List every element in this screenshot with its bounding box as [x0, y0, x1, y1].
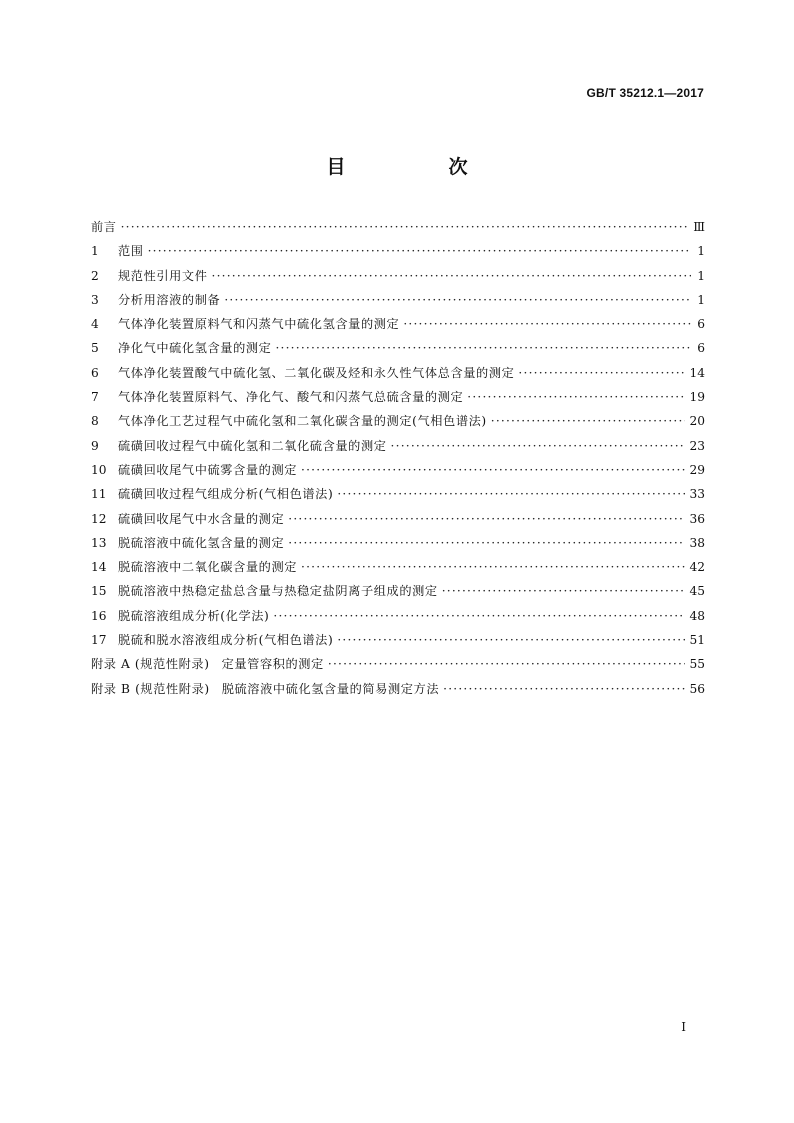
toc-entry-title: 气体净化装置酸气中硫化氢、二氧化碳及烃和永久性气体总含量的测定	[118, 365, 515, 380]
toc-entry-page: 23	[689, 438, 705, 453]
toc-leader-dots	[391, 434, 686, 458]
toc-entry-number: 15	[91, 584, 107, 599]
toc-entry[interactable]	[91, 604, 705, 628]
toc-entry-page: 42	[689, 560, 705, 575]
toc-entry-number: 16	[91, 608, 107, 623]
toc-entry-page: 1	[697, 292, 705, 307]
toc-entry[interactable]	[91, 579, 705, 603]
toc-leader-dots	[301, 555, 685, 579]
page-number: I	[681, 1020, 686, 1034]
toc-leader-dots	[275, 336, 691, 360]
toc-entry-title: 规范性引用文件	[118, 268, 208, 283]
toc-entry-title: 脱硫溶液中二氧化碳含量的测定	[118, 560, 298, 575]
toc-entry[interactable]	[91, 385, 705, 409]
toc-entry[interactable]	[91, 288, 705, 312]
toc-leader-dots	[442, 579, 686, 603]
toc-entry-number: 11	[91, 487, 107, 502]
toc-leader-dots	[273, 604, 685, 628]
toc-entry-page: 14	[689, 365, 705, 380]
toc-entry-title: 硫磺回收尾气中硫雾含量的测定	[118, 462, 298, 477]
toc-leader-dots	[288, 531, 685, 555]
toc-entry-page: 20	[689, 414, 705, 429]
standard-code: GB/T 35212.1—2017	[586, 86, 704, 100]
toc-entry[interactable]	[91, 264, 705, 288]
toc-entry[interactable]	[91, 507, 705, 531]
toc-entry-title: 脱硫溶液中硫化氢含量的测定	[118, 535, 285, 550]
toc-entry-page: 29	[689, 462, 705, 477]
toc-leader-dots	[121, 215, 690, 239]
toc-entry-number: 4	[91, 317, 99, 332]
toc-entry-title: 气体净化装置原料气、净化气、酸气和闪蒸气总硫含量的测定	[118, 390, 464, 405]
toc-entry[interactable]	[91, 215, 705, 239]
toc-entry-page: Ⅲ	[693, 220, 705, 234]
toc-entry-page: 48	[689, 608, 705, 623]
toc-entry-number: 10	[91, 462, 107, 477]
toc-entry-page: 6	[697, 317, 705, 332]
toc-leader-dots	[443, 677, 685, 701]
toc-entry-number: 9	[91, 438, 99, 453]
toc-entry-number: 14	[91, 560, 107, 575]
toc-entry-title: 分析用溶液的制备	[118, 292, 221, 307]
toc-appendix-label: 附录 A (规范性附录)	[91, 657, 210, 672]
toc-entry[interactable]	[91, 409, 705, 433]
toc-entry[interactable]	[91, 628, 705, 652]
toc-entry-title: 脱硫溶液中热稳定盐总含量与热稳定盐阴离子组成的测定	[118, 584, 438, 599]
toc-entry-page: 36	[689, 511, 705, 526]
toc-entry-title: 脱硫和脱水溶液组成分析(气相色谱法)	[118, 633, 334, 648]
toc-entry-title: 硫磺回收过程气组成分析(气相色谱法)	[118, 487, 334, 502]
toc-entry-title: 气体净化工艺过程气中硫化氢和二氧化碳含量的测定(气相色谱法)	[118, 414, 487, 429]
toc-entry[interactable]	[91, 434, 705, 458]
toc-entry-number: 17	[91, 633, 107, 648]
toc-entry-page: 38	[689, 535, 705, 550]
toc-entry-title: 净化气中硫化氢含量的测定	[118, 341, 272, 356]
toc-leader-dots	[467, 385, 685, 409]
toc-entry-title: 气体净化装置原料气和闪蒸气中硫化氢含量的测定	[118, 317, 400, 332]
toc-appendix-label: 附录 B (规范性附录)	[91, 681, 210, 696]
toc-entry-number: 13	[91, 535, 107, 550]
toc-entry[interactable]	[91, 336, 705, 360]
toc-leader-dots	[491, 409, 686, 433]
toc-entry-page: 1	[697, 268, 705, 283]
toc-entry-title: 硫磺回收尾气中水含量的测定	[118, 511, 285, 526]
toc-entry-number: 2	[91, 268, 99, 283]
toc-entry[interactable]	[91, 555, 705, 579]
toc-entry[interactable]	[91, 531, 705, 555]
toc-appendix-entry[interactable]	[91, 652, 705, 676]
toc-appendix-page: 55	[689, 657, 705, 672]
toc-leader-dots	[403, 312, 691, 336]
toc-leader-dots	[337, 628, 685, 652]
toc-appendix-page: 56	[689, 681, 705, 696]
toc-entry[interactable]	[91, 312, 705, 336]
toc-entry-page: 51	[689, 633, 705, 648]
toc-entry-page: 1	[697, 244, 705, 259]
toc-appendix-title: 脱硫溶液中硫化氢含量的简易测定方法	[221, 681, 440, 696]
toc-leader-dots	[301, 458, 685, 482]
toc-entry-title: 脱硫溶液组成分析(化学法)	[118, 608, 270, 623]
toc-appendix-title: 定量管容积的测定	[221, 657, 324, 672]
toc-entry[interactable]	[91, 458, 705, 482]
toc-entry-number: 3	[91, 292, 99, 307]
table-of-contents	[91, 215, 705, 701]
toc-entry-page: 45	[689, 584, 705, 599]
toc-title: 目 次	[326, 156, 510, 178]
toc-leader-dots	[337, 482, 685, 506]
toc-entry-number: 5	[91, 341, 99, 356]
toc-entry-title: 硫磺回收过程气中硫化氢和二氧化硫含量的测定	[118, 438, 387, 453]
toc-leader-dots	[518, 361, 685, 385]
toc-leader-dots	[212, 264, 691, 288]
toc-entry-number: 12	[91, 511, 107, 526]
toc-entry-number: 1	[91, 244, 99, 259]
toc-entry-page: 19	[689, 390, 705, 405]
toc-leader-dots	[224, 288, 691, 312]
toc-entry-title: 前言	[91, 220, 117, 234]
toc-entry-number: 6	[91, 365, 99, 380]
toc-entry[interactable]	[91, 239, 705, 263]
toc-leader-dots	[288, 507, 685, 531]
toc-entry[interactable]	[91, 482, 705, 506]
toc-entry[interactable]	[91, 361, 705, 385]
toc-leader-dots	[328, 652, 686, 676]
toc-entry-page: 33	[689, 487, 705, 502]
toc-leader-dots	[148, 239, 691, 263]
toc-entry-number: 7	[91, 390, 99, 405]
toc-entry-number: 8	[91, 414, 99, 429]
toc-entry-page: 6	[697, 341, 705, 356]
toc-entry-title: 范围	[118, 244, 144, 259]
toc-appendix-entry[interactable]	[91, 677, 705, 701]
